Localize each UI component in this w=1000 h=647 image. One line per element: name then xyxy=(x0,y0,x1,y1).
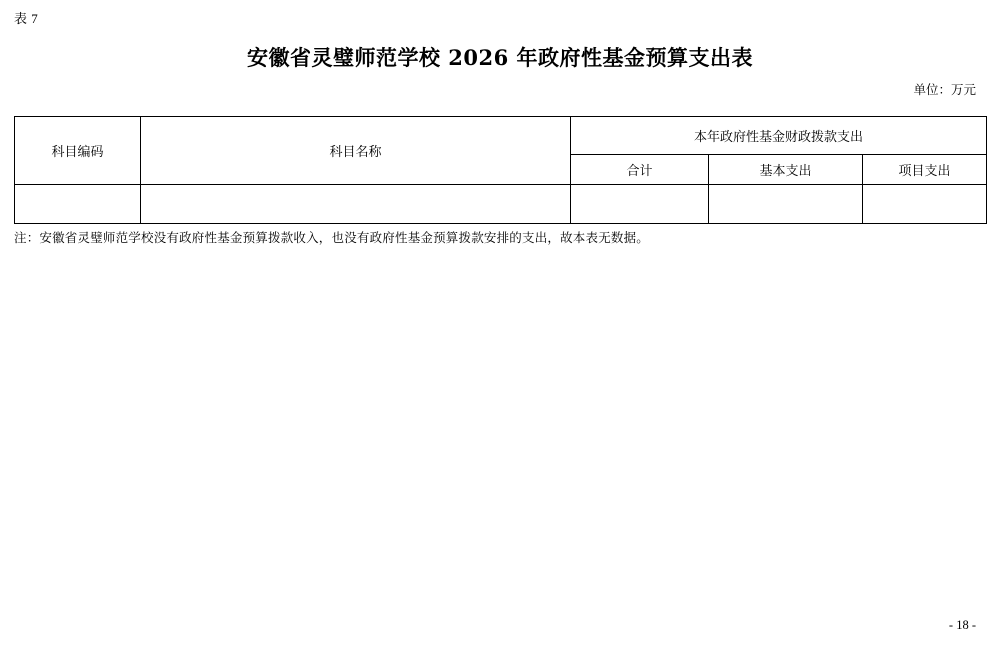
cell-project xyxy=(863,185,987,224)
column-header-basic: 基本支出 xyxy=(709,155,863,185)
column-header-group: 本年政府性基金财政拨款支出 xyxy=(571,117,987,155)
column-header-total: 合计 xyxy=(571,155,709,185)
cell-basic xyxy=(709,185,863,224)
column-header-name: 科目名称 xyxy=(141,117,571,185)
table-label: 表 7 xyxy=(14,11,39,26)
table-body xyxy=(15,185,987,224)
unit-note: 单位：万元 xyxy=(913,83,976,97)
table-head xyxy=(15,117,987,185)
budget-table xyxy=(14,116,987,224)
page-number: - 18 - xyxy=(948,618,976,632)
cell-name xyxy=(141,185,571,224)
page-title: 安徽省灵璧师范学校 2026 年政府性基金预算支出表 xyxy=(246,45,754,70)
column-header-code: 科目编码 xyxy=(15,117,141,185)
cell-total xyxy=(571,185,709,224)
cell-code xyxy=(15,185,141,224)
footnote: 注：安徽省灵璧师范学校没有政府性基金预算拨款收入，也没有政府性基金预算拨款安排的支出，故本表无数据。 xyxy=(14,231,650,245)
table-row xyxy=(15,185,987,224)
column-header-project: 项目支出 xyxy=(863,155,987,185)
table-header-row-main xyxy=(15,117,987,155)
